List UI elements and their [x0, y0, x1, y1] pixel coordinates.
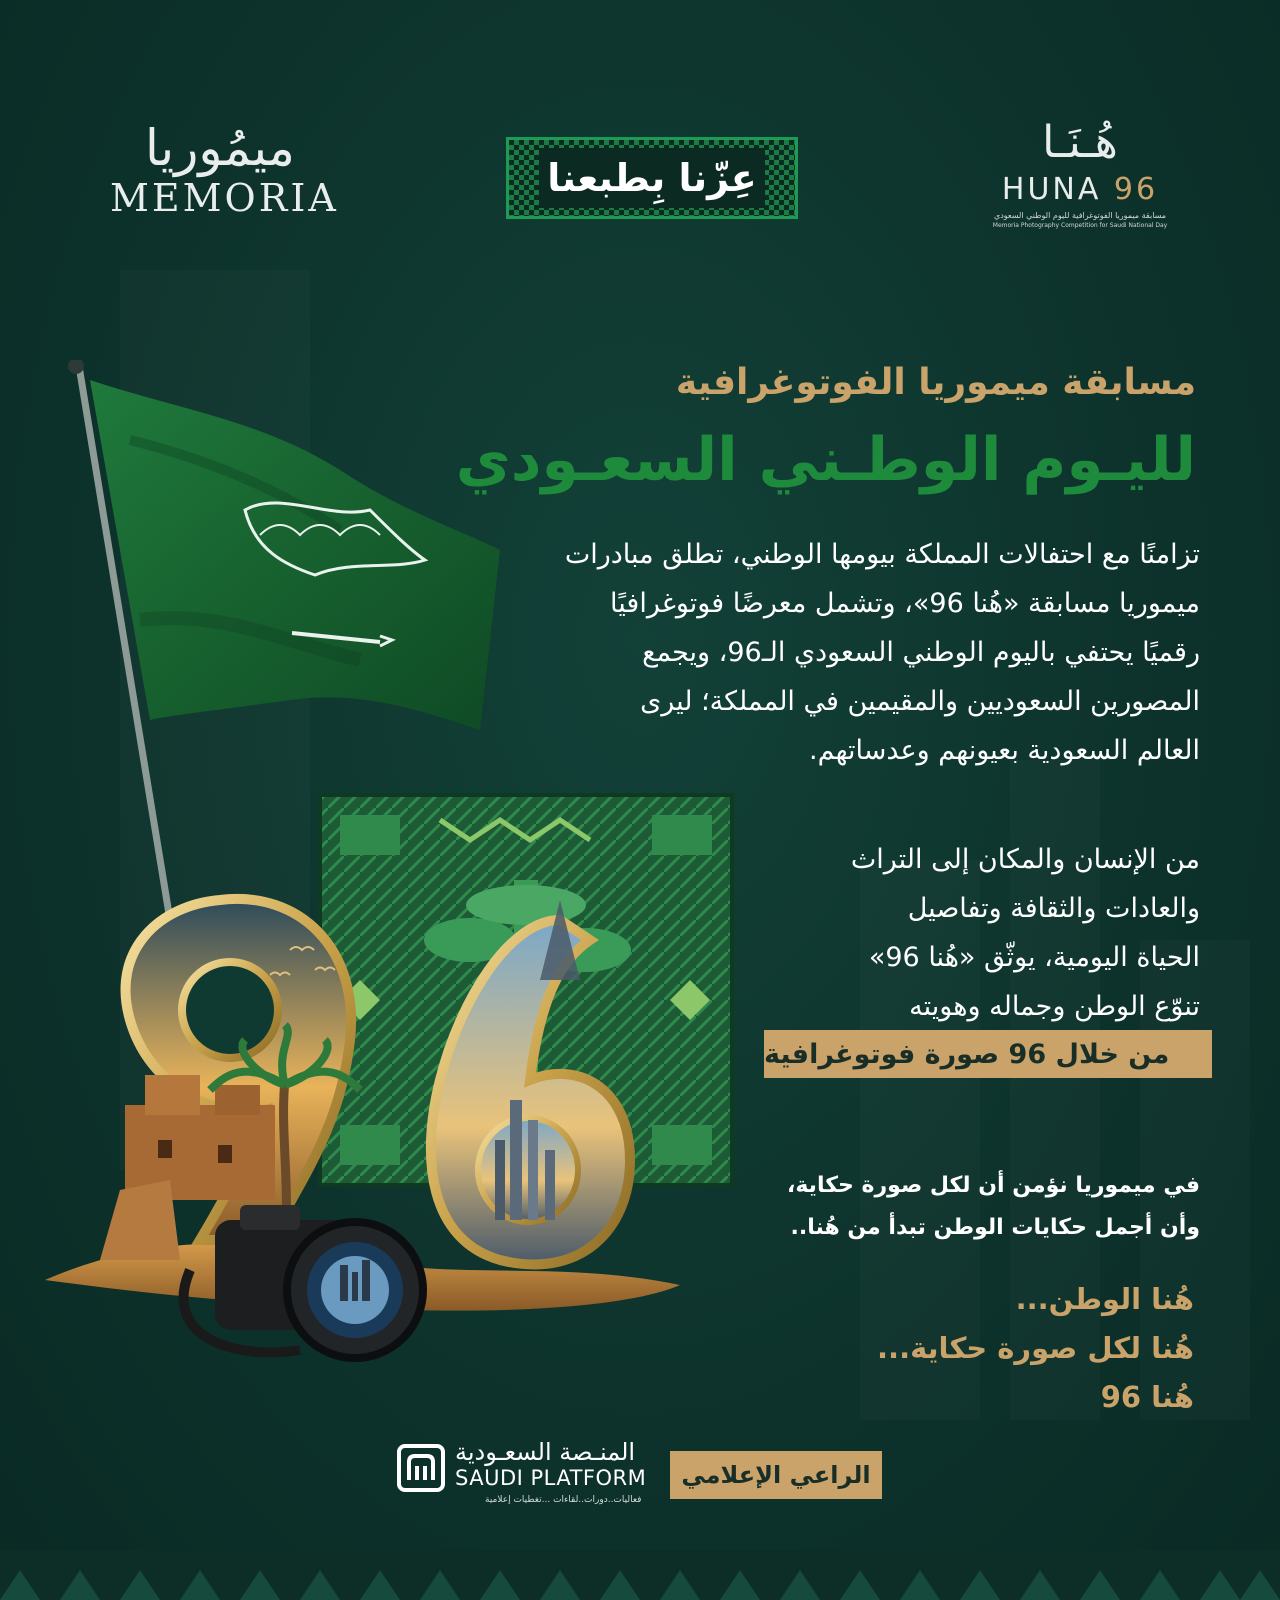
number-9-artwork	[100, 899, 360, 1260]
huna-96-logo	[990, 118, 1170, 229]
camera-artwork	[183, 1205, 423, 1358]
intro-line: تزامنًا مع احتفالات المملكة بيومها الوطني، تطلق مبادرات	[564, 539, 1200, 570]
intro-line: رقميًا يحتفي باليوم الوطني السعودي الـ96، ويجمع	[642, 637, 1200, 668]
highlight-banner: من خلال 96 صورة فوتوغرافية	[764, 1030, 1212, 1078]
huna-logo-number: 96	[1113, 172, 1159, 207]
huna-logo-subtitle-english: Memoria Photography Competition for Saudi National Day	[992, 222, 1168, 229]
intro-line: المصورين السعوديين والمقيمين في المملكة؛ ليرى	[640, 686, 1200, 717]
closing-line: هُنا الوطن...	[1015, 1282, 1194, 1316]
title-line-1: مسابقة ميموريا الفوتوغرافية	[675, 362, 1196, 403]
media-sponsor-badge: الراعي الإعلامي	[670, 1451, 882, 1499]
belief-line: وأن أجمل حكايات الوطن تبدأ من هُنا..	[790, 1215, 1200, 1240]
belief-line: في ميموريا نؤمن أن لكل صورة حكاية،	[786, 1173, 1200, 1198]
huna-logo-english	[990, 172, 1170, 207]
saudi-platform-name-arabic: المنـصة السعـودية	[455, 1438, 636, 1466]
closing-line: هُنا 96	[1100, 1380, 1194, 1414]
illustration	[40, 360, 740, 1400]
saudi-flag	[90, 380, 500, 730]
saudi-platform-tagline: فعاليات..دورات..لقاءات ...تغطيات إعلامية	[485, 1495, 642, 1505]
huna-logo-subtitle-arabic: مسابقة ميموريا الفوتوغرافية لليوم الوطني السعودي	[993, 211, 1167, 220]
memoria-logo-english: MEMORIA	[110, 176, 339, 220]
title-line-2: لليـوم الوطـني السعـودي	[455, 425, 1196, 495]
intro-line: العالم السعودية بعيونهم وعدساتهم.	[809, 735, 1200, 766]
description-line: الحياة اليومية، يوثّق «هُنا 96»	[868, 942, 1200, 973]
memoria-logo	[110, 118, 339, 220]
huna-logo-arabic: هُـنَـا	[1042, 117, 1118, 168]
saudi-platform-name-english: SAUDI PLATFORM	[455, 1466, 647, 1490]
saudi-platform-icon	[397, 1444, 445, 1492]
belief-paragraph	[720, 1165, 1200, 1249]
intro-line: ميموريا مسابقة «هُنا 96»، وتشمل معرضًا فوتوغرافيًا	[610, 588, 1200, 619]
huna-logo-word: HUNA	[1001, 172, 1102, 207]
description-paragraph	[780, 835, 1200, 1031]
intro-paragraph	[480, 530, 1200, 775]
memoria-logo-arabic: ميمُوريا	[145, 119, 295, 177]
slogan-text: عِزّنا بِطبعنا	[539, 148, 765, 208]
closing-line: هُنا لكل صورة حكاية...	[877, 1331, 1194, 1365]
description-line: تنوّع الوطن وجماله وهويته	[909, 991, 1200, 1022]
description-line: والعادات والثقافة وتفاصيل	[907, 893, 1200, 924]
description-line: من الإنسان والمكان إلى التراث	[850, 844, 1200, 875]
closing-lines	[877, 1275, 1194, 1422]
bottom-pattern-strip	[0, 1550, 1280, 1600]
slogan-badge	[506, 137, 798, 219]
